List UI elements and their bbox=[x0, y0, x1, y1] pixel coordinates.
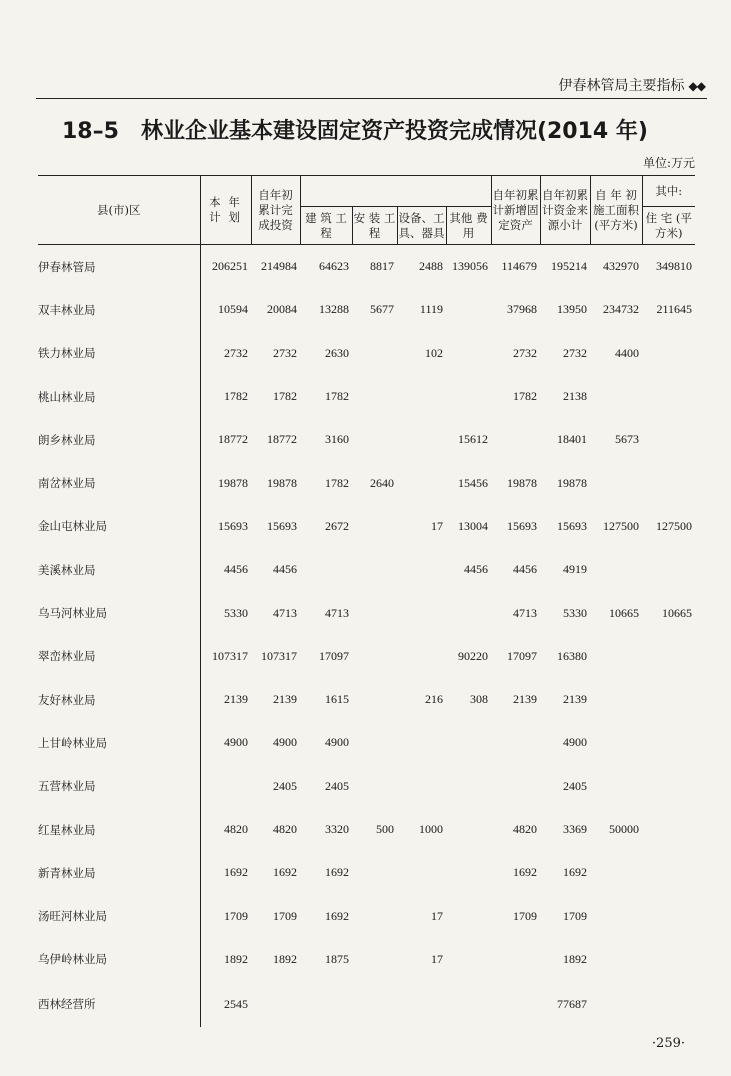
cell-other bbox=[446, 721, 491, 764]
cell-area bbox=[590, 938, 642, 981]
cell-housing: 349810 bbox=[656, 259, 692, 274]
cell-cumulative: 4900 bbox=[273, 735, 297, 750]
cell-installation bbox=[352, 938, 397, 981]
cell-plan: 18772 bbox=[218, 432, 248, 447]
table-row bbox=[38, 375, 695, 418]
header-breakdown-group bbox=[300, 176, 491, 207]
cell-funding: 4919 bbox=[563, 562, 587, 577]
cell-installation bbox=[352, 678, 397, 721]
table-row bbox=[38, 678, 695, 721]
cell-equipment bbox=[397, 548, 446, 591]
cell-new-assets: 2732 bbox=[513, 345, 537, 360]
row-name: 新青林业局 bbox=[38, 851, 200, 894]
cell-other bbox=[446, 765, 491, 808]
cell-housing bbox=[642, 981, 695, 1027]
cell-area: 5673 bbox=[615, 432, 639, 447]
cell-construction: 1782 bbox=[325, 475, 349, 490]
cell-funding: 13950 bbox=[557, 302, 587, 317]
row-name: 金山屯林业局 bbox=[38, 505, 200, 548]
header-cumulative: 自年初 累计完 成投资 bbox=[251, 176, 300, 245]
cell-other bbox=[446, 332, 491, 375]
cell-new-assets bbox=[491, 938, 540, 981]
cell-installation: 8817 bbox=[370, 259, 394, 274]
cell-other bbox=[446, 808, 491, 851]
table-row bbox=[38, 808, 695, 851]
cell-equipment: 17 bbox=[431, 908, 443, 923]
header-plan: 本 年 计 划 bbox=[200, 176, 251, 245]
row-name: 汤旺河林业局 bbox=[38, 894, 200, 937]
cell-funding: 2139 bbox=[563, 692, 587, 707]
cell-housing bbox=[642, 332, 695, 375]
cell-installation bbox=[352, 505, 397, 548]
cell-new-assets: 1692 bbox=[513, 865, 537, 880]
cell-housing bbox=[642, 721, 695, 764]
header-of-which: 其中: bbox=[642, 176, 695, 207]
cell-new-assets bbox=[491, 981, 540, 1027]
cell-equipment bbox=[397, 981, 446, 1027]
table-row bbox=[38, 591, 695, 634]
cell-housing bbox=[642, 635, 695, 678]
row-name: 南岔林业局 bbox=[38, 461, 200, 504]
row-name: 双丰林业局 bbox=[38, 288, 200, 331]
cell-new-assets: 37968 bbox=[507, 302, 537, 317]
cell-cumulative: 4820 bbox=[273, 822, 297, 836]
cell-funding: 4900 bbox=[563, 735, 587, 750]
cell-other bbox=[446, 591, 491, 634]
diamond-ornament-icon: ◆◆ bbox=[688, 79, 705, 93]
cell-installation bbox=[352, 981, 397, 1027]
header-construction: 建 筑 工 程 bbox=[300, 207, 352, 245]
row-name: 翠峦林业局 bbox=[38, 635, 200, 678]
cell-funding: 2732 bbox=[563, 345, 587, 360]
cell-area bbox=[590, 851, 642, 894]
cell-installation bbox=[352, 418, 397, 461]
cell-other bbox=[446, 288, 491, 331]
cell-plan: 1692 bbox=[224, 865, 248, 880]
cell-installation bbox=[352, 765, 397, 808]
cell-construction: 3160 bbox=[325, 432, 349, 447]
cell-plan: 1709 bbox=[224, 908, 248, 923]
cell-equipment: 1000 bbox=[419, 822, 443, 836]
cell-plan: 4456 bbox=[224, 562, 248, 577]
cell-construction: 1615 bbox=[325, 692, 349, 707]
cell-other: 90220 bbox=[458, 648, 488, 663]
cell-equipment bbox=[397, 721, 446, 764]
page-title bbox=[62, 114, 648, 145]
cell-funding: 1892 bbox=[563, 951, 587, 966]
cell-plan: 1782 bbox=[224, 389, 248, 404]
cell-funding: 1709 bbox=[563, 908, 587, 923]
cell-installation: 5677 bbox=[370, 302, 394, 317]
cell-housing: 10665 bbox=[662, 605, 692, 620]
cell-cumulative: 214984 bbox=[261, 259, 297, 274]
unit-label: 单位:万元 bbox=[642, 156, 695, 170]
cell-area: 4400 bbox=[615, 345, 639, 360]
cell-cumulative: 19878 bbox=[267, 475, 297, 490]
cell-equipment bbox=[397, 765, 446, 808]
cell-construction: 17097 bbox=[319, 648, 349, 663]
investment-table bbox=[38, 175, 695, 1027]
cell-new-assets: 4713 bbox=[513, 605, 537, 620]
cell-plan: 5330 bbox=[224, 605, 248, 620]
cell-equipment: 102 bbox=[425, 345, 443, 360]
cell-equipment bbox=[397, 461, 446, 504]
cell-new-assets: 19878 bbox=[507, 475, 537, 490]
cell-construction bbox=[300, 981, 352, 1027]
cell-installation: 2640 bbox=[370, 475, 394, 490]
cell-cumulative: 1709 bbox=[273, 908, 297, 923]
table-row bbox=[38, 505, 695, 548]
cell-equipment: 2488 bbox=[419, 259, 443, 274]
header-installation: 安 装 工 程 bbox=[352, 207, 397, 245]
row-name: 美溪林业局 bbox=[38, 548, 200, 591]
cell-equipment bbox=[397, 375, 446, 418]
page-number: ·259· bbox=[651, 1036, 685, 1051]
cell-other bbox=[446, 938, 491, 981]
cell-other bbox=[446, 851, 491, 894]
cell-plan: 1892 bbox=[224, 951, 248, 966]
cell-other: 15456 bbox=[458, 475, 488, 490]
table-row bbox=[38, 288, 695, 331]
cell-funding: 2138 bbox=[563, 389, 587, 404]
header-other: 其他 费用 bbox=[446, 207, 491, 245]
cell-plan: 4820 bbox=[224, 822, 248, 836]
cell-housing: 127500 bbox=[656, 518, 692, 533]
cell-equipment bbox=[397, 418, 446, 461]
cell-housing: 211645 bbox=[656, 302, 692, 317]
cell-plan bbox=[200, 765, 251, 808]
cell-plan: 206251 bbox=[212, 259, 248, 274]
cell-cumulative: 1892 bbox=[273, 951, 297, 966]
cell-housing bbox=[642, 938, 695, 981]
cell-construction: 3320 bbox=[325, 822, 349, 836]
cell-plan: 4900 bbox=[224, 735, 248, 750]
cell-installation bbox=[352, 635, 397, 678]
header-funding: 自年初累 计资金来 源小计 bbox=[540, 176, 590, 245]
cell-new-assets bbox=[491, 418, 540, 461]
cell-area bbox=[590, 635, 642, 678]
row-name: 朗乡林业局 bbox=[38, 418, 200, 461]
cell-funding: 195214 bbox=[551, 259, 587, 274]
cell-area bbox=[590, 721, 642, 764]
cell-area: 50000 bbox=[609, 822, 639, 836]
table-row bbox=[38, 332, 695, 375]
cell-construction: 1692 bbox=[325, 908, 349, 923]
cell-funding: 19878 bbox=[557, 475, 587, 490]
row-name: 乌马河林业局 bbox=[38, 591, 200, 634]
cell-equipment bbox=[397, 591, 446, 634]
cell-area bbox=[590, 375, 642, 418]
cell-construction: 1875 bbox=[325, 951, 349, 966]
cell-new-assets bbox=[491, 765, 540, 808]
cell-housing bbox=[642, 678, 695, 721]
cell-area bbox=[590, 981, 642, 1027]
table-row bbox=[38, 548, 695, 591]
cell-construction: 4713 bbox=[325, 605, 349, 620]
cell-equipment bbox=[397, 851, 446, 894]
cell-construction: 64623 bbox=[319, 259, 349, 274]
cell-cumulative: 1782 bbox=[273, 389, 297, 404]
cell-cumulative: 2139 bbox=[273, 692, 297, 707]
row-name: 伊春林管局 bbox=[38, 245, 200, 289]
cell-cumulative: 4456 bbox=[273, 562, 297, 577]
cell-plan: 2732 bbox=[224, 345, 248, 360]
cell-funding: 16380 bbox=[557, 648, 587, 663]
cell-equipment: 17 bbox=[431, 518, 443, 533]
table-number: 18–5 bbox=[62, 119, 119, 144]
cell-cumulative: 15693 bbox=[267, 518, 297, 533]
running-head bbox=[559, 75, 705, 95]
cell-cumulative: 2405 bbox=[273, 778, 297, 793]
cell-cumulative: 1692 bbox=[273, 865, 297, 880]
cell-housing bbox=[642, 375, 695, 418]
row-name: 友好林业局 bbox=[38, 678, 200, 721]
cell-housing bbox=[642, 851, 695, 894]
cell-new-assets: 1782 bbox=[513, 389, 537, 404]
row-name: 西林经营所 bbox=[38, 981, 200, 1027]
cell-cumulative: 107317 bbox=[261, 648, 297, 663]
table-title: 林业企业基本建设固定资产投资完成情况(2014 年) bbox=[140, 119, 648, 144]
cell-installation bbox=[352, 375, 397, 418]
cell-installation bbox=[352, 894, 397, 937]
cell-new-assets: 1709 bbox=[513, 908, 537, 923]
cell-construction: 4900 bbox=[325, 735, 349, 750]
cell-new-assets: 4820 bbox=[513, 822, 537, 836]
table-row bbox=[38, 635, 695, 678]
header-region: 县(市)区 bbox=[38, 176, 200, 245]
cell-plan: 15693 bbox=[218, 518, 248, 533]
cell-other: 139056 bbox=[452, 259, 488, 274]
cell-cumulative: 20084 bbox=[267, 302, 297, 317]
row-name: 桃山林业局 bbox=[38, 375, 200, 418]
cell-housing bbox=[642, 808, 695, 851]
cell-other: 13004 bbox=[458, 518, 488, 533]
cell-construction: 13288 bbox=[319, 302, 349, 317]
cell-other: 4456 bbox=[464, 562, 488, 577]
header-equipment: 设备、工 具、器具 bbox=[397, 207, 446, 245]
cell-other bbox=[446, 375, 491, 418]
cell-new-assets: 2139 bbox=[513, 692, 537, 707]
cell-equipment bbox=[397, 635, 446, 678]
cell-cumulative bbox=[251, 981, 300, 1027]
cell-housing bbox=[642, 418, 695, 461]
table-row bbox=[38, 765, 695, 808]
cell-new-assets: 114679 bbox=[501, 259, 537, 274]
cell-new-assets: 17097 bbox=[507, 648, 537, 663]
cell-plan: 2139 bbox=[224, 692, 248, 707]
cell-housing bbox=[642, 765, 695, 808]
cell-construction bbox=[300, 548, 352, 591]
cell-new-assets: 4456 bbox=[513, 562, 537, 577]
cell-construction: 2630 bbox=[325, 345, 349, 360]
cell-funding: 3369 bbox=[563, 822, 587, 836]
cell-equipment: 1119 bbox=[419, 302, 443, 317]
cell-cumulative: 18772 bbox=[267, 432, 297, 447]
cell-construction: 1692 bbox=[325, 865, 349, 880]
header-rule bbox=[36, 98, 707, 99]
cell-housing bbox=[642, 461, 695, 504]
cell-new-assets bbox=[491, 721, 540, 764]
cell-plan: 2545 bbox=[224, 996, 248, 1011]
cell-funding: 1692 bbox=[563, 865, 587, 880]
cell-funding: 18401 bbox=[557, 432, 587, 447]
table-row bbox=[38, 418, 695, 461]
table-row bbox=[38, 981, 695, 1027]
cell-area bbox=[590, 461, 642, 504]
cell-plan: 10594 bbox=[218, 302, 248, 317]
row-name: 乌伊岭林业局 bbox=[38, 938, 200, 981]
cell-construction: 2405 bbox=[325, 778, 349, 793]
header-new-assets: 自年初累 计新增固 定资产 bbox=[491, 176, 540, 245]
header-housing: 住 宅 (平方米) bbox=[642, 207, 695, 245]
cell-plan: 107317 bbox=[212, 648, 248, 663]
cell-area: 234732 bbox=[603, 302, 639, 317]
cell-area bbox=[590, 765, 642, 808]
cell-other: 15612 bbox=[458, 432, 488, 447]
table-row bbox=[38, 245, 695, 289]
row-name: 五营林业局 bbox=[38, 765, 200, 808]
cell-area: 10665 bbox=[609, 605, 639, 620]
cell-installation: 500 bbox=[376, 822, 394, 836]
cell-housing bbox=[642, 548, 695, 591]
cell-other bbox=[446, 981, 491, 1027]
cell-funding: 15693 bbox=[557, 518, 587, 533]
cell-equipment: 17 bbox=[431, 951, 443, 966]
cell-construction: 1782 bbox=[325, 389, 349, 404]
cell-funding: 2405 bbox=[563, 778, 587, 793]
header-area: 自 年 初 施工面积 (平方米) bbox=[590, 176, 642, 245]
cell-funding: 5330 bbox=[563, 605, 587, 620]
cell-installation bbox=[352, 332, 397, 375]
cell-equipment: 216 bbox=[425, 692, 443, 707]
cell-installation bbox=[352, 851, 397, 894]
cell-area: 127500 bbox=[603, 518, 639, 533]
cell-installation bbox=[352, 591, 397, 634]
cell-area bbox=[590, 548, 642, 591]
cell-new-assets: 15693 bbox=[507, 518, 537, 533]
cell-area: 432970 bbox=[603, 259, 639, 274]
cell-area bbox=[590, 678, 642, 721]
cell-cumulative: 4713 bbox=[273, 605, 297, 620]
cell-cumulative: 2732 bbox=[273, 345, 297, 360]
cell-area bbox=[590, 894, 642, 937]
row-name: 铁力林业局 bbox=[38, 332, 200, 375]
table-row bbox=[38, 894, 695, 937]
row-name: 上甘岭林业局 bbox=[38, 721, 200, 764]
table-row bbox=[38, 461, 695, 504]
cell-installation bbox=[352, 721, 397, 764]
row-name: 红星林业局 bbox=[38, 808, 200, 851]
table-row bbox=[38, 938, 695, 981]
cell-plan: 19878 bbox=[218, 475, 248, 490]
cell-construction: 2672 bbox=[325, 518, 349, 533]
running-head-text: 伊春林管局主要指标 bbox=[558, 78, 685, 94]
table-row bbox=[38, 851, 695, 894]
cell-funding: 77687 bbox=[557, 996, 587, 1011]
cell-other bbox=[446, 894, 491, 937]
cell-housing bbox=[642, 894, 695, 937]
table-row bbox=[38, 721, 695, 764]
cell-installation bbox=[352, 548, 397, 591]
cell-other: 308 bbox=[470, 692, 488, 707]
